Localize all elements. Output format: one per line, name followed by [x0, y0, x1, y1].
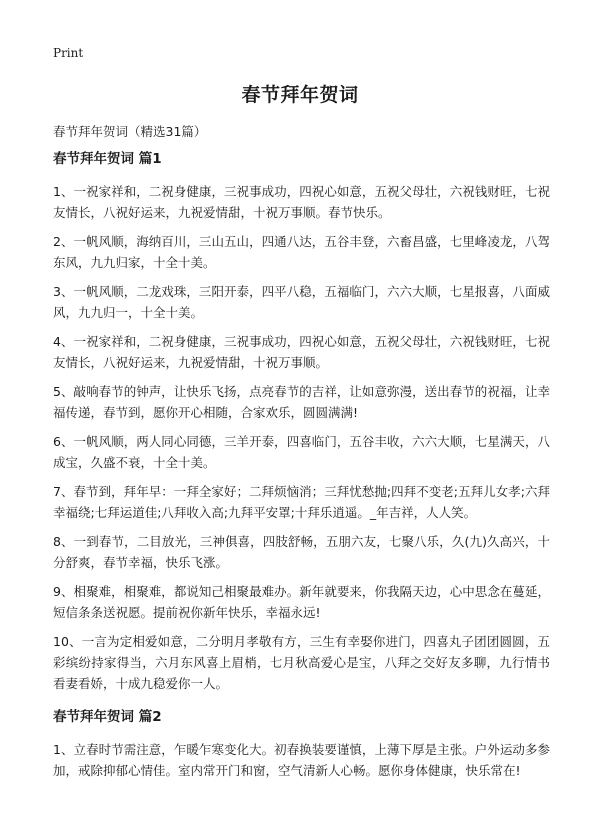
paragraph: 10、一言为定相爱如意，二分明月孝敬有方，三生有幸娶你进门，四喜丸子团团圆圆，五彩缤纷持家得当，六月东风喜上眉梢，七月秋高爱心是宝，八拜之交好友多聊，九行情书看妻看娇，十成九稳爱你一人。 [53, 634, 550, 691]
section-heading: 春节拜年贺词 篇1 [53, 151, 162, 167]
paragraph: 2、一帆风顺，海纳百川，三山五山，四通八达，五谷丰登，六畜昌盛，七里峰凌龙，八驾东风，九九归家，十全十美。 [53, 234, 550, 270]
section-heading: 春节拜年贺词 篇2 [53, 709, 162, 725]
paragraph: 1、立春时节需注意，乍暖乍寒变化大。初春换装要谨慎，上薄下厚是主张。户外运动多参加，戒除抑郁心情佳。室内常开门和窗，空气清新人心畅。愿你身体健康，快乐常在! [53, 742, 550, 778]
paragraph: 8、一到春节，二目放光，三神俱喜，四肢舒畅，五朋六友，七聚八乐，久(九)久高兴，十分舒爽，春节幸福，快乐飞涨。 [53, 534, 550, 570]
document-content [53, 150, 550, 789]
document-title: 春节拜年贺词 [241, 84, 359, 106]
paragraph: 7、春节到，拜年早：一拜全家好；二拜烦恼消；三拜忧愁抛;四拜不变老;五拜儿女孝;六拜幸福绕;七拜运道佳;八拜收入高;九拜平安罩;十拜乐逍遥。_年吉祥，人人笑。 [53, 484, 550, 520]
paragraph: 6、一帆风顺，两人同心同德，三羊开泰，四喜临门，五谷丰收，六六大顺，七星满天，八成宝，久盛不衰，十全十美。 [53, 434, 550, 470]
document-subtitle: 春节拜年贺词（精选31篇） [53, 124, 207, 139]
paragraph: 5、敲响春节的钟声，让快乐飞扬，点亮春节的吉祥，让如意弥漫，送出春节的祝福，让幸福传递，春节到，愿你开心相随，合家欢乐，圆圆满满! [53, 384, 550, 420]
paragraph: 4、一祝家祥和，二祝身健康，三祝事成功，四祝心如意，五祝父母壮，六祝钱财旺，七祝友情长，八祝好运来，九祝爱情甜，十祝万事顺。 [53, 334, 550, 370]
paragraph: 9、相聚难，相聚难，都说知己相聚最难办。新年就要来，你我隔天边，心中思念在蔓延，短信条条送祝愿。提前祝你新年快乐，幸福永远! [53, 584, 550, 620]
paragraph: 1、一祝家祥和，二祝身健康，三祝事成功，四祝心如意，五祝父母壮，六祝钱财旺，七祝友情长，八祝好运来，九祝爱情甜，十祝万事顺。春节快乐。 [53, 184, 550, 220]
paragraph: 3、一帆风顺，二龙戏珠，三阳开泰，四平八稳，五福临门，六六大顺，七星报喜，八面威风，九九归一，十全十美。 [53, 284, 550, 320]
print-link[interactable]: Print [53, 46, 84, 60]
